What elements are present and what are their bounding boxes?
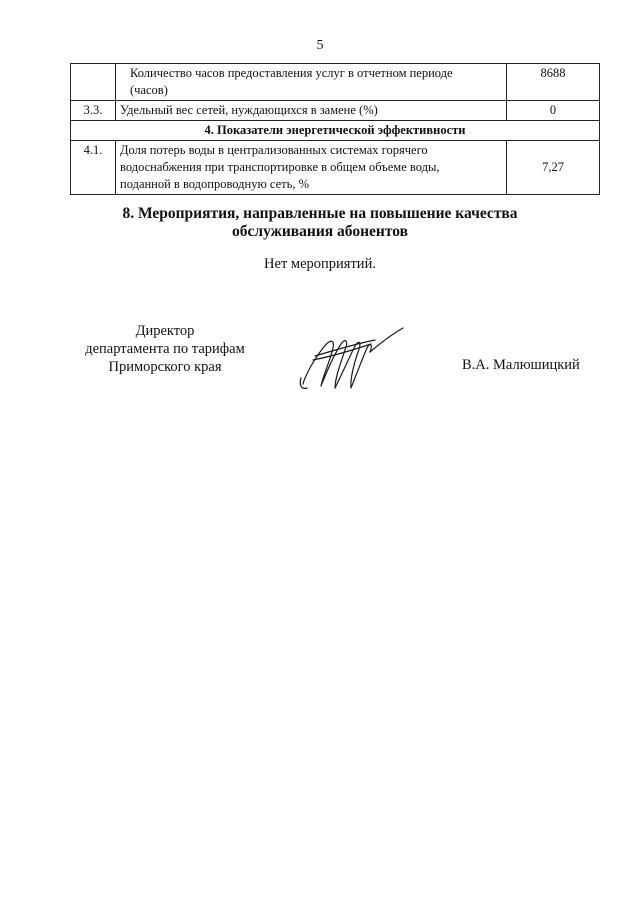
page-number: 5 [316, 38, 324, 53]
signer-title-line3: Приморского края [108, 359, 222, 375]
section-title-cell: 4. Показатели энергетической эффективности [71, 121, 600, 141]
row-number-cell: 4.1. [71, 141, 116, 195]
signer-title [60, 322, 270, 376]
no-events-text: Нет мероприятий. [264, 256, 376, 272]
row-description-cell [116, 101, 507, 121]
section-heading-line1: 8. Мероприятия, направленные на повышение качества [122, 205, 518, 222]
signer-title-line2: департамента по тарифам [85, 341, 245, 357]
section-heading [0, 205, 640, 241]
row-description-cell [116, 141, 507, 195]
row-description-cell [116, 64, 507, 101]
signer-name: В.А. Малюшицкий [462, 357, 580, 373]
row-number-cell: 3.3. [71, 101, 116, 121]
indicators-table-body [71, 64, 600, 195]
description-line: Удельный вес сетей, нуждающихся в замене (%) [120, 103, 378, 117]
table-row [71, 141, 600, 195]
indicators-table [70, 63, 600, 195]
description-line: Количество часов предоставления услуг в отчетном периоде [130, 66, 453, 80]
row-value-cell: 0 [507, 101, 600, 121]
table-section-row [71, 121, 600, 141]
description-line: поданной в водопроводную сеть, % [120, 177, 310, 191]
row-value-cell: 7,27 [507, 141, 600, 195]
description-line: водоснабжения при транспортировке в общем объеме воды, [120, 160, 440, 174]
table-row [71, 101, 600, 121]
row-value-cell: 8688 [507, 64, 600, 101]
table-row [71, 64, 600, 101]
row-number-cell [71, 64, 116, 101]
description-line: Доля потерь воды в централизованных системах горячего [120, 143, 428, 157]
signer-title-line1: Директор [135, 323, 195, 339]
section-heading-line2: обслуживания абонентов [232, 223, 408, 240]
handwritten-signature [295, 326, 410, 396]
description-line: (часов) [130, 83, 168, 97]
